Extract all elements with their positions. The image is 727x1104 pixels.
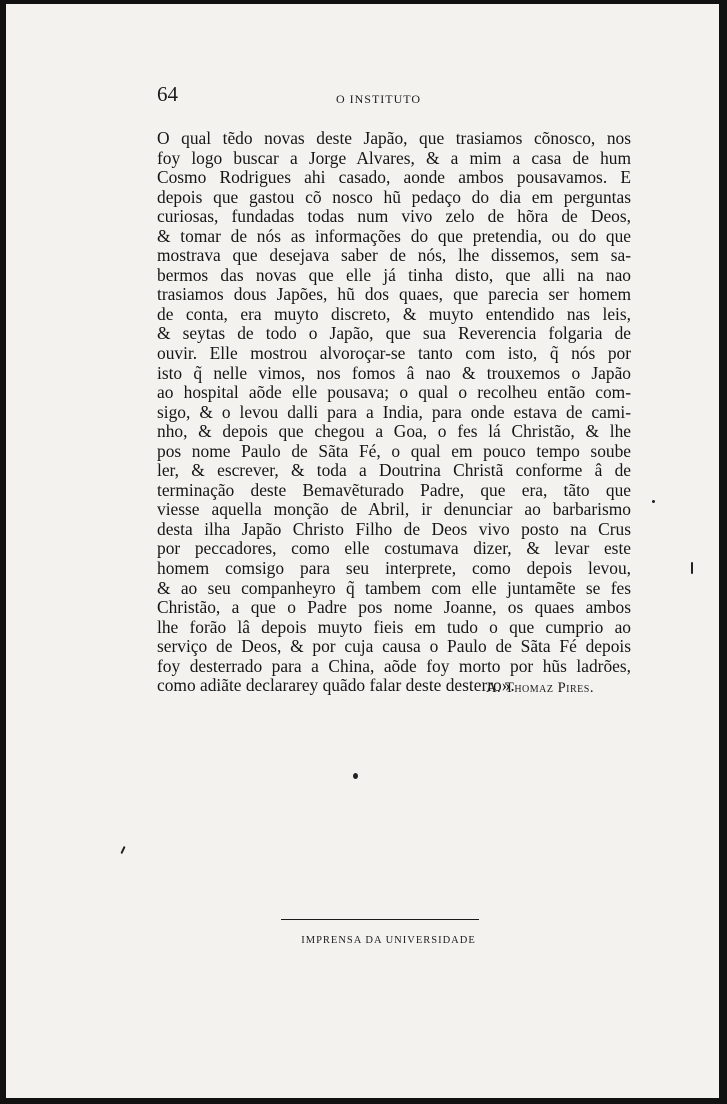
text-line: de conta, era muyto discreto, & muyto entendido nas leis, [157, 304, 631, 324]
text-line: & seytas de todo o Japão, que sua Reverencia folgaria de [157, 324, 631, 344]
text-line: ao hospital aõde elle pousava; o qual o recolheu então com- [157, 383, 631, 403]
text-line: por peccadores, como elle costumava dizer, & levar este [157, 539, 631, 559]
text-line: viesse aquella monção de Abril, ir denunciar ao barbarismo [157, 500, 631, 520]
ink-speck [691, 562, 693, 574]
text-line: terminação deste Bemavẽturado Padre, que era, tãto que [157, 480, 631, 500]
text-line: foy logo buscar a Jorge Alvares, & a mim a casa de hum [157, 148, 631, 168]
text-line: & ao seu companheyro q̃ tambem com elle juntamẽte se fes [157, 578, 631, 598]
text-line: pos nome Paulo de Sãta Fé, o qual em pouco tempo soube [157, 441, 631, 461]
text-line: foy desterrado para a China, aõde foy morto por hũs ladrões, [157, 656, 631, 676]
text-line: desta ilha Japão Christo Filho de Deos vivo posto na Crus [157, 519, 631, 539]
author-signature: A. Thomaz Pires. [486, 680, 594, 696]
ink-speck [120, 846, 125, 854]
page-number: 64 [157, 82, 178, 106]
text-line: Cosmo Rodrigues ahi casado, aonde ambos pousavamos. E [157, 168, 631, 188]
text-line: lhe forão lâ depois muyto fieis em tudo o que cumprio ao [157, 617, 631, 637]
footer-rule [281, 919, 479, 920]
text-line: nho, & depois que chegou a Goa, o fes lá Christão, & lhe [157, 422, 631, 442]
text-line: & tomar de nós as informações do que pretendia, ou do que [157, 226, 631, 246]
text-line: serviço de Deos, & por cuja causa o Paulo de Sãta Fé depois [157, 637, 631, 657]
text-line: curiosas, fundadas todas num vivo zelo de hõra de Deos, [157, 207, 631, 227]
text-line: bermos das novas que elle já tinha disto, que alli na nao [157, 265, 631, 285]
text-line: O qual tẽdo novas deste Japão, que trasiamos cõnosco, nos [157, 129, 631, 148]
text-line: mostrava que desejava saber de nós, lhe dissemos, sem sa- [157, 246, 631, 266]
book-page [6, 4, 719, 1098]
running-title: O INSTITUTO [335, 92, 422, 106]
text-line: homem comsigo para seu interprete, como depois levou, [157, 559, 631, 579]
text-line: Christão, a que o Padre pos nome Joanne, os quaes ambos [157, 598, 631, 618]
text-line: ouvir. Elle mostrou alvoroçar-se tanto com isto, q̃ nós por [157, 344, 631, 364]
text-line: ler, & escrever, & toda a Doutrina Christã conforme â de [157, 461, 631, 481]
text-line: depois que gastou cõ nosco hũ pedaço do dia em perguntas [157, 187, 631, 207]
text-line: como adiãte declararey quãdo falar deste desterro». [157, 676, 515, 696]
text-line: isto q̃ nelle vimos, nos fomos â nao & trouxemos o Japão [157, 363, 631, 383]
printer-imprint: IMPRENSA DA UNIVERSIDADE [301, 935, 476, 946]
text-line: sigo, & o levou dalli para a India, para onde estava de cami- [157, 402, 631, 422]
ink-speck [353, 773, 358, 779]
text-line: trasiamos dous Japões, hũ dos quaes, que parecia ser homem [157, 285, 631, 305]
ink-speck [652, 500, 655, 503]
body-paragraph [157, 129, 631, 696]
